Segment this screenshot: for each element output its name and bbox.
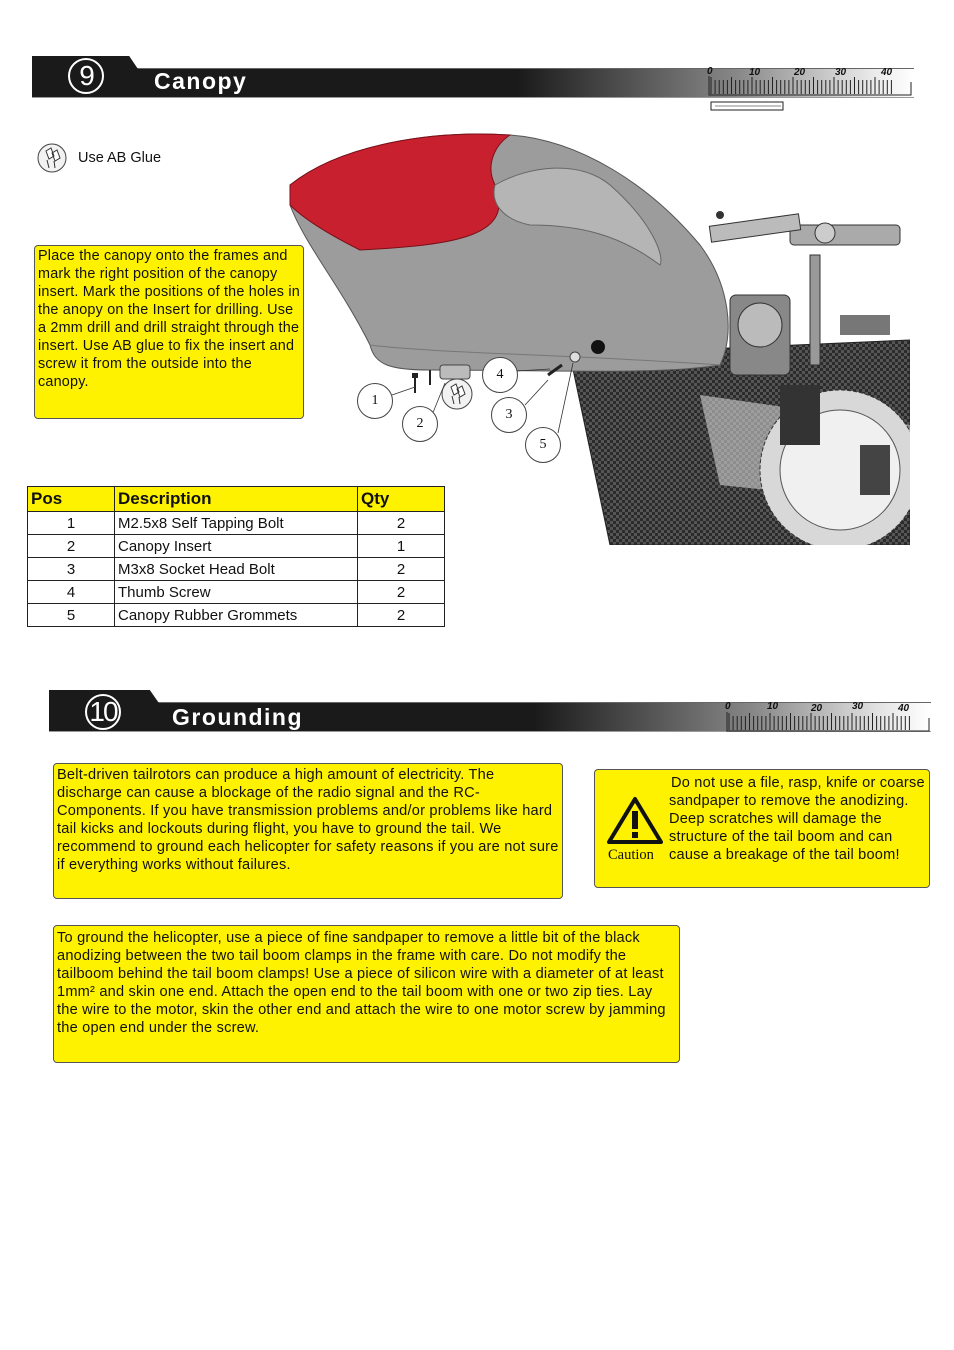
callout-1: 1	[357, 383, 393, 419]
caution-label: Caution	[608, 847, 654, 863]
ruler-ticks-icon	[723, 700, 933, 736]
callout-3: 3	[491, 397, 527, 433]
glue-icon	[441, 378, 473, 410]
section-9-ruler: 0 10 20 30 40	[705, 66, 915, 118]
column-header-qty: Qty	[358, 487, 445, 512]
section-9-title: Canopy	[154, 68, 248, 94]
section-10-ruler: 0 10 20 30 40	[723, 700, 933, 736]
section-10-title: Grounding	[172, 704, 304, 730]
table-row: 3 M3x8 Socket Head Bolt 2	[28, 558, 445, 581]
warning-icon	[607, 796, 663, 846]
section-9-number: 9	[68, 58, 104, 94]
canopy-illustration	[280, 125, 910, 545]
caution-text: Do not use a file, rasp, knife or coarse sandpaper to remove the anodizing. Deep scratches will damage the structure of the tail boom and can cause a breakage of the tail boom!	[669, 775, 925, 863]
glue-icon	[37, 143, 67, 173]
table-row: 4 Thumb Screw 2	[28, 581, 445, 604]
column-header-description: Description	[115, 487, 358, 512]
callout-2: 2	[402, 406, 438, 442]
grounding-procedure: To ground the helicopter, use a piece of fine sandpaper to remove a little bit of the black anodizing between the two tail boom clamps in the frame with care. Do not modify the tailboom behind the tail boom clamps! Use a piece of silicon wire with a diameter of at least 1mm² and skin one end. Attach the open end to the tail boom with one or two zip ties. Lay the wire to the motor, skin the other end and attach the wire to one motor screw by jamming the open end under the screw.	[53, 925, 680, 1063]
callout-4: 4	[482, 357, 518, 393]
table-row: 5 Canopy Rubber Grommets 2	[28, 604, 445, 627]
section-10-number: 10	[85, 694, 121, 730]
parts-table	[27, 486, 445, 627]
table-header-row	[28, 487, 445, 512]
caution-box	[594, 769, 930, 888]
table-row: 1 M2.5x8 Self Tapping Bolt 2	[28, 512, 445, 535]
grounding-intro: Belt-driven tailrotors can produce a high amount of electricity. The discharge can cause a blockage of the radio signal and the RC-Components. If you have transmission problems and/or problems like hard tail kicks and lockouts during flight, you have to ground the tail. We recommend to ground each helicopter for safety reasons if you are not sure if everything works without failures.	[53, 763, 563, 899]
callout-5: 5	[525, 427, 561, 463]
ruler-ticks-icon	[705, 66, 915, 118]
column-header-pos: Pos	[28, 487, 115, 512]
glue-label: Use AB Glue	[78, 150, 162, 166]
table-row: 2 Canopy Insert 1	[28, 535, 445, 558]
canopy-instructions: Place the canopy onto the frames and mark the right position of the canopy insert. Mark the positions of the holes in the anopy on the Insert for drilling. Use a 2mm drill and drill straight through the insert. Use AB glue to fix the insert and screw it from the outside into the canopy.	[34, 245, 304, 419]
